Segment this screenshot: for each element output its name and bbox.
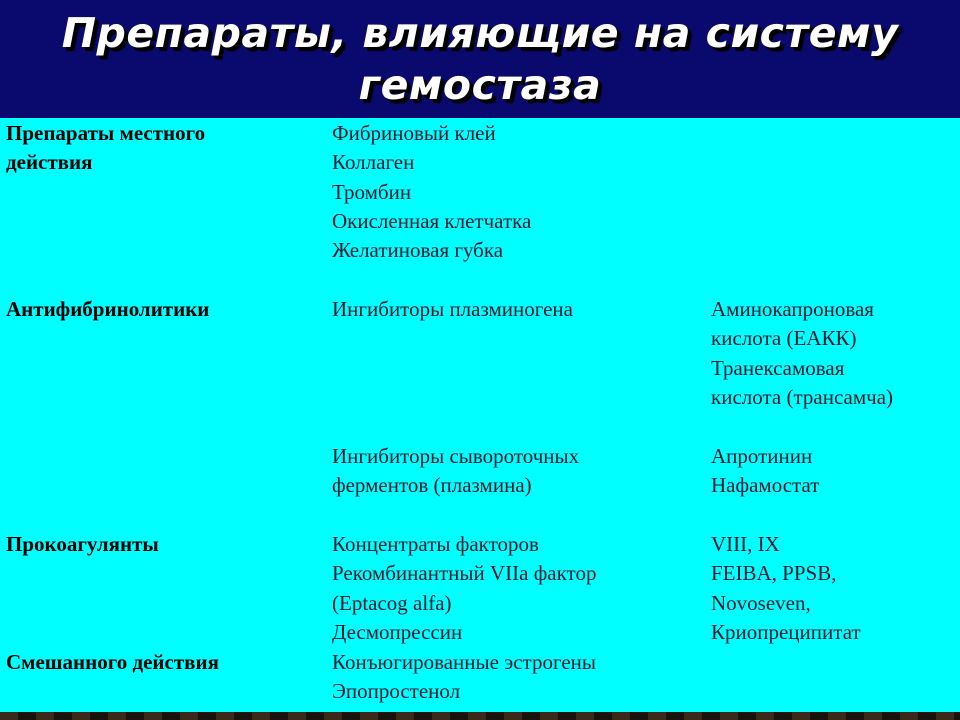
list-item: Транексамовая (711, 355, 845, 380)
list-item: Тромбин (332, 179, 412, 204)
list-item: FEIBA, PPSB, (711, 561, 837, 586)
list-item: Десмопрессин (332, 619, 463, 644)
list-item: Окисленная клетчатка (332, 208, 532, 233)
list-item: Нафамостат (711, 473, 820, 498)
list-item: Ингибиторы сывороточных (332, 444, 580, 468)
procoag-list (332, 530, 596, 647)
list-item: Рекомбинантный VIIa фактор (332, 561, 597, 586)
local-drugs-list (332, 119, 531, 265)
list-item: Апротинин (711, 444, 813, 468)
list-item: Novoseven, (711, 590, 811, 615)
mixed-list (332, 648, 596, 707)
antifib-group-2 (332, 442, 579, 501)
list-item: Фибриновый клей (332, 121, 496, 145)
title-bar (0, 0, 960, 118)
list-item: ферментов (плазмина) (332, 473, 532, 498)
list-item: (Eptacog alfa) (332, 590, 452, 615)
list-item: VIII, IX (711, 532, 780, 556)
title-line-2: гемостаза (358, 61, 602, 109)
procoag-examples (711, 530, 861, 647)
page-title (2, 7, 959, 111)
category-local: Препараты местного действия (6, 121, 206, 175)
category-mixed: Смешанного действия (6, 650, 219, 674)
list-item: Концентраты факторов (332, 532, 539, 556)
list-item: Желатиновая губка (332, 238, 504, 263)
bottom-border (0, 712, 960, 720)
list-item: Аминокапроновая (711, 297, 874, 321)
category-antifibrinolytics: Антифибринолитики (6, 297, 210, 321)
list-item: Конъюгированные эстрогены (332, 650, 596, 674)
list-item: Ингибиторы плазминогена (332, 297, 573, 321)
category-procoagulants: Прокоагулянты (6, 532, 159, 556)
list-item: кислота (ЕАКК) (711, 326, 857, 351)
title-line-1: Препараты, влияющие на систему (61, 9, 899, 57)
antifib-examples-2 (711, 442, 819, 501)
antifib-examples-1 (711, 295, 893, 412)
list-item: кислота (трансамча) (711, 384, 894, 409)
list-item: Криопреципитат (711, 619, 861, 644)
antifib-group-1 (332, 295, 573, 324)
list-item: Эпопростенол (332, 679, 461, 704)
drug-table (0, 118, 960, 712)
list-item: Коллаген (332, 150, 415, 175)
